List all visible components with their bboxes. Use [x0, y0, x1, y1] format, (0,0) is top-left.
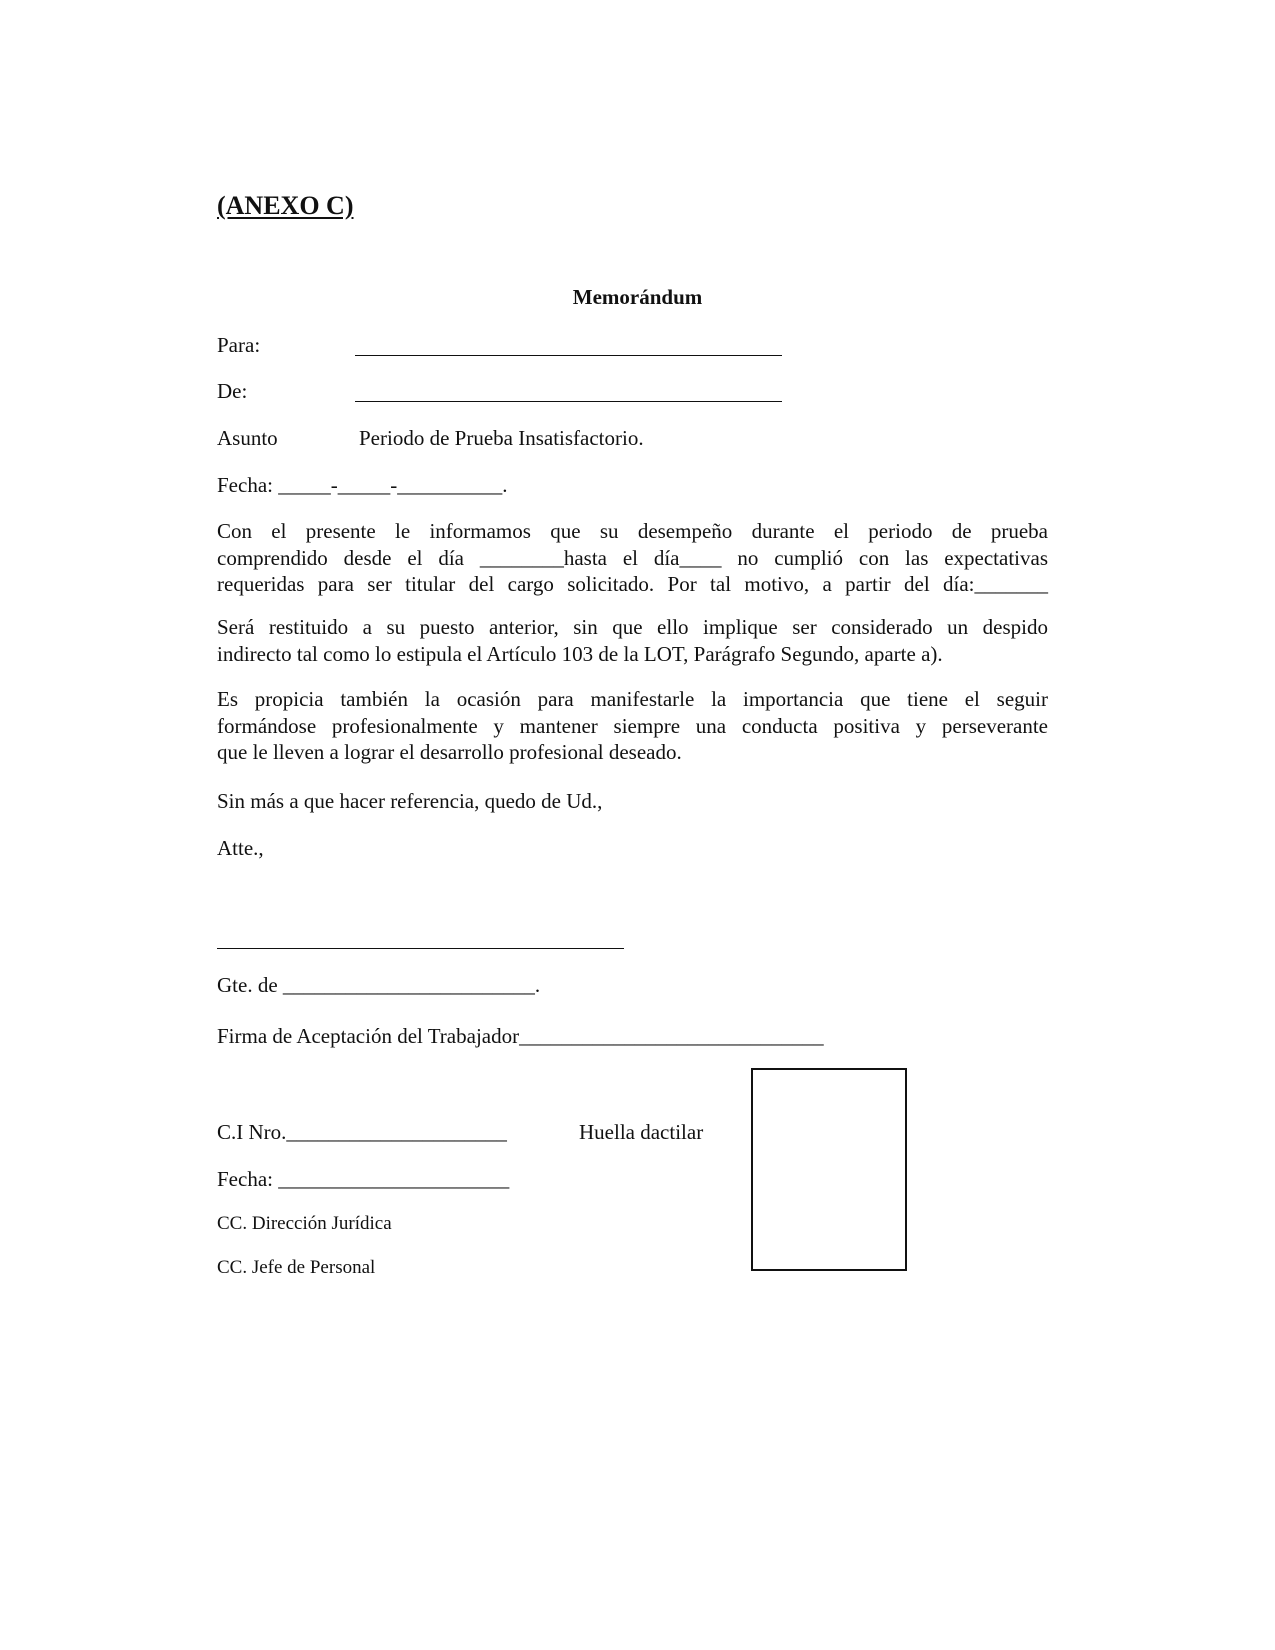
p2-line-2: indirecto tal como lo estipula el Artículo 103 de la LOT, Parágrafo Segundo, aparte a).: [217, 641, 943, 666]
p1-line-3: requeridas para ser titular del cargo solicitado. Por tal motivo, a partir del día:_______: [217, 572, 1048, 596]
body-paragraph-1: [217, 518, 1048, 598]
body-paragraph-3: [217, 686, 1048, 766]
p1-line-1: Con el presente le informamos que su desempeño durante el periodo de prueba: [217, 519, 1048, 543]
cc-jefe-personal: CC. Jefe de Personal: [217, 1257, 376, 1278]
atte-text: Atte.,: [217, 836, 264, 860]
de-blank-line: [355, 401, 782, 402]
p3-line-2: formándose profesionalmente y mantener siempre una conducta positiva y perseverante: [217, 713, 1048, 738]
p3-line-3: que le lleven a lograr el desarrollo profesional deseado.: [217, 740, 682, 764]
signature-fecha-line: Fecha: ______________________: [217, 1167, 510, 1191]
fingerprint-label: Huella dactilar: [579, 1120, 704, 1144]
asunto-value: Periodo de Prueba Insatisfactorio.: [359, 426, 644, 450]
body-paragraph-2: [217, 614, 1048, 667]
annex-title: (ANEXO C): [217, 191, 354, 220]
gte-line: Gte. de ________________________.: [217, 973, 541, 997]
p3-line-1: Es propicia también la ocasión para manifestarle la importancia que tiene el seguir: [217, 687, 1048, 711]
closing-text: Sin más a que hacer referencia, quedo de Ud.,: [217, 789, 603, 813]
asunto-label: Asunto: [217, 426, 278, 450]
memo-title: Memorándum: [572, 285, 703, 309]
acceptance-signature-line: Firma de Aceptación del Trabajador_____________________________: [217, 1024, 824, 1048]
fingerprint-box: [751, 1068, 907, 1271]
signature-line: [217, 948, 624, 949]
ci-line: C.I Nro._____________________: [217, 1120, 507, 1144]
p2-line-1: Será restituido a su puesto anterior, sin que ello implique ser considerado un despido: [217, 615, 1048, 639]
p1-line-2: comprendido desde el día ________hasta el día____ no cumplió con las expectativas: [217, 545, 1048, 570]
de-label: De:: [217, 379, 248, 403]
cc-direccion-juridica: CC. Dirección Jurídica: [217, 1213, 392, 1234]
fecha-line: Fecha: _____-_____-__________.: [217, 473, 508, 497]
para-label: Para:: [217, 333, 261, 357]
para-blank-line: [355, 355, 782, 356]
